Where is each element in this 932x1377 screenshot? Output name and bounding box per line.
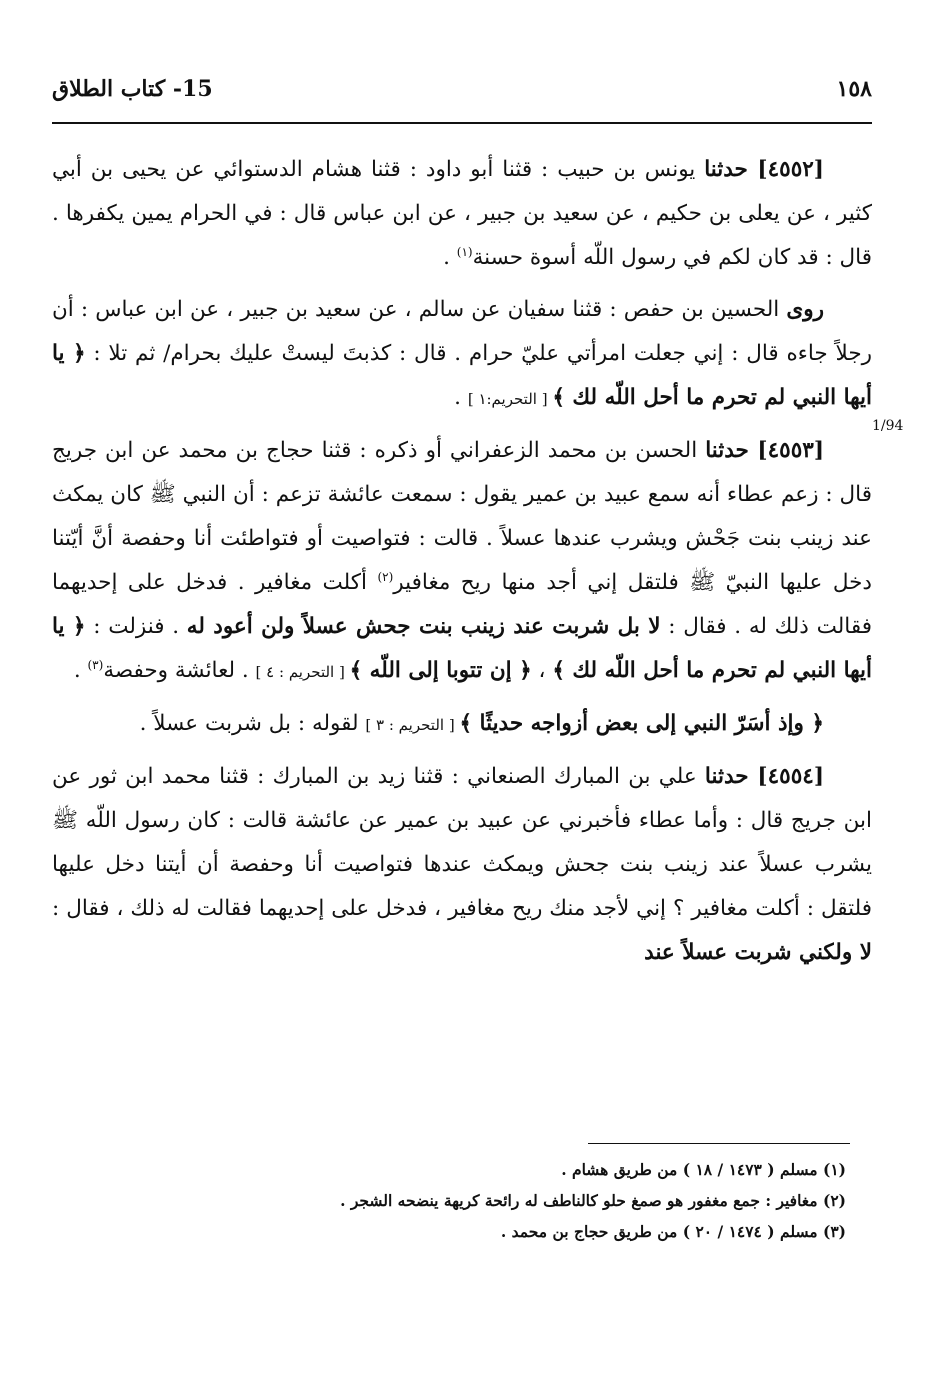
hadith-label-open: [: [813, 157, 824, 182]
quoted-speech: لا بل شربت عند زينب بنت جحش عسلاً ولن أعود له: [186, 614, 661, 639]
hadith-4554: [52, 755, 872, 975]
hadith-text: يونس بن حبيب : قثنا أبو داود : قثنا هشام الدستوائي عن يحيى بن أبي كثير ، عن يعلى بن حكيم ، عن سعيد بن جبير ، عن ابن عباس قال : في الحرام يمين يكفرها . قال : قد كان لكم في رسول اللّه أسوة حسنة: [52, 157, 872, 270]
narration-lead: روى: [786, 297, 824, 322]
hadith-text: الحسن بن محمد الزعفراني أو ذكره : قثنا حجاج بن محمد عن ابن جريج قال : زعم عطاء أنه سمع عبيد بن عمير يقول : سمعت عائشة تزعم : أن النبي ﷺ كان يمكث عند زينب بنت جَحْش ويشرب عندها عسلاً . قالت : فتواصيت أو فتواطئت أنا وحفصة أنَّ أيّتنا دخل عليها النبيّ ﷺ فلتقل إني أجد منها ريح مغافير: [52, 438, 872, 595]
hadith-tail: .: [443, 245, 457, 270]
hadith-text: علي بن المبارك الصنعاني : قثنا زيد بن المبارك : قثنا محمد ابن ثور عن ابن جريج قال : وأما عطاء فأخبرني عن عبيد بن عمير عن عائشة قالت : كان رسول اللّه ﷺ يشرب عسلاً عند زينب بنت جحش ويمكث عندها فتواصيت أنا وحفصة أن أيتنا دخل عليها فلتقل : أكلت مغافير ؟ إني لأجد منك ريح مغافير ، فدخل على إحديهما فقالت له ذلك ، فقال :: [52, 764, 872, 921]
verse-reference: [ التحريم:١ ]: [467, 390, 553, 408]
hadith-text-4: ،: [531, 658, 553, 683]
quoted-speech: لا ولكني شربت عسلاً عند: [644, 940, 872, 965]
verse-paragraph: [52, 702, 872, 747]
hadith-number: ٤٥٥٤: [767, 764, 814, 789]
hadith-4552: [52, 148, 872, 280]
running-header: [52, 74, 872, 114]
verse-reference: [ التحريم : ٣ ]: [365, 716, 460, 734]
hadith-label-close: ] حدثنا: [704, 764, 768, 789]
hadith-number: ٤٥٥٢: [767, 157, 814, 182]
hadith-label-open: [: [813, 438, 824, 463]
quran-verse-2: ﴿ إن تتوبا إلى اللّه ﴾: [349, 658, 532, 683]
quran-verse: ﴿ يا أيها النبي لم تحرم ما أحل اللّه لك ﴾: [52, 614, 872, 683]
footnote-marker: (٢): [377, 569, 394, 584]
footnote-rule: [588, 1143, 850, 1144]
footnote-marker: (١): [456, 244, 473, 259]
margin-reference: 1/94: [872, 418, 904, 434]
footnote-1: (١) مسلم ( ١٤٧٣ / ١٨ ) من طريق هشام .: [561, 1160, 846, 1179]
body-text: [52, 148, 872, 983]
hadith-text-2: أكلت مغافير . فدخل على إحديهما فقالت ذلك له . فقال :: [52, 570, 872, 639]
quran-verse: ﴿ وإذ أسَرّ النبي إلى بعض أزواجه حديثًا ﴾: [459, 711, 824, 736]
footnote-3: (٣) مسلم ( ١٤٧٤ / ٢٠ ) من طريق حجاج بن محمد .: [500, 1222, 846, 1241]
hadith-label-close: ] حدثنا: [704, 157, 768, 182]
verse-reference: [ التحريم : ٤ ]: [255, 663, 350, 681]
narration-paragraph: [52, 288, 872, 421]
chapter-title: 15- كتاب الطلاق: [52, 76, 213, 102]
page-number: ١٥٨: [836, 76, 872, 102]
hadith-number: ٤٥٥٣: [767, 438, 814, 463]
hadith-text-3: . فنزلت :: [85, 614, 187, 639]
verse-commentary: لقوله : بل شربت عسلاً .: [139, 711, 366, 736]
hadith-tail: .: [73, 658, 88, 683]
narration-text: الحسين بن حفص : قثنا سفيان عن سالم ، عن سعيد بن جبير ، عن ابن عباس : أن رجلاً جاءه قال : إني جعلت امرأتي عليّ حرام . قال : كذبتَ ليستْ عليك بحرام/ ثم تلا :: [52, 297, 872, 366]
header-rule: [52, 122, 872, 124]
hadith-label-open: [: [813, 764, 824, 789]
footnote-marker-2: (٣): [87, 657, 104, 672]
quran-verse: ﴿ يا أيها النبي لم تحرم ما أحل اللّه لك ﴾: [52, 341, 872, 410]
hadith-label-close: ] حدثنا: [705, 438, 768, 463]
narration-tail: .: [454, 385, 468, 410]
footnote-2: (٢) مغافير : جمع مغفور هو صمغ حلو كالناطف له رائحة كريهة ينضحه الشجر .: [340, 1191, 846, 1210]
hadith-4553: [52, 429, 872, 694]
footnotes: [52, 1154, 846, 1247]
hadith-text-5: . لعائشة وحفصة: [103, 658, 256, 683]
